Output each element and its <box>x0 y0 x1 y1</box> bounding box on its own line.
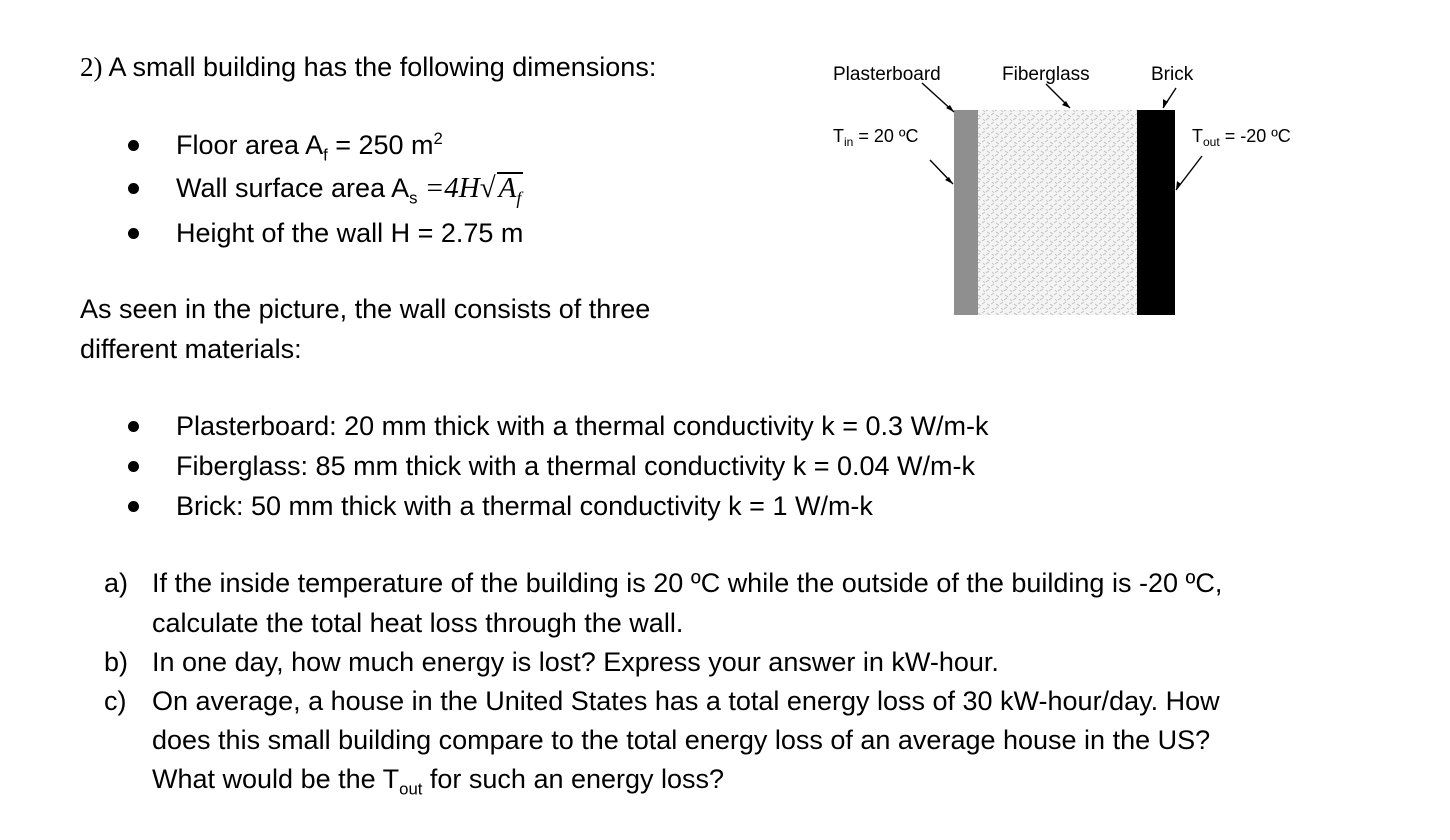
question-header <box>80 50 656 84</box>
material-item: Brick: 50 mm thick with a thermal conductivity k = 1 W/m-k <box>176 491 873 521</box>
bullet-dot <box>128 140 139 151</box>
sqrt-sign: √ <box>479 172 496 204</box>
part-b-letter: b) <box>104 647 129 677</box>
part-c-line3-prefix: What would be the T <box>152 764 400 794</box>
wall-area-eq: =4H <box>417 172 480 204</box>
part-a-line1: If the inside temperature of the building is 20 ºC while the outside of the building is -20 ºC, <box>152 568 1223 598</box>
wall-area-sub: s <box>409 188 418 208</box>
t-out-prefix: T <box>1192 126 1203 146</box>
t-in-prefix: T <box>833 126 844 146</box>
part-a-line2: calculate the total heat loss through the wall. <box>152 608 684 638</box>
height-item: Height of the wall H = 2.75 m <box>176 218 524 248</box>
part-a-letter: a) <box>104 568 129 598</box>
part-c-line2: does this small building compare to the total energy loss of an average house in the US? <box>152 725 1211 755</box>
wall-diagram <box>820 50 1320 340</box>
materials-intro-line2: different materials: <box>80 334 302 364</box>
sqrt-sub: f <box>516 187 522 208</box>
floor-area-value: = 250 m <box>327 130 434 160</box>
sqrt-radicand <box>497 172 524 208</box>
part-c-line3-sub: out <box>399 779 423 799</box>
material-item: Plasterboard: 20 mm thick with a thermal conductivity k = 0.3 W/m-k <box>176 411 989 441</box>
bullet-dot <box>128 461 139 472</box>
material-item: Fiberglass: 85 mm thick with a thermal conductivity k = 0.04 W/m-k <box>176 451 976 481</box>
t-out-label <box>1192 126 1291 149</box>
plasterboard-layer <box>954 110 978 315</box>
t-out-suffix: = -20 ºC <box>1219 126 1291 146</box>
floor-area-item <box>176 128 443 165</box>
t-in-sub: in <box>844 135 854 149</box>
question-intro: A small building has the following dimensions: <box>108 52 657 82</box>
floor-area-sup: 2 <box>433 129 443 148</box>
fiberglass-layer <box>978 110 1137 315</box>
part-c-letter: c) <box>104 686 127 716</box>
bullet-dot <box>128 501 139 512</box>
plasterboard-label: Plasterboard <box>833 64 941 85</box>
part-c-line1: On average, a house in the United States has a total energy loss of 30 kW-hour/day. How <box>152 686 1220 716</box>
question-number: 2) <box>80 52 103 82</box>
brick-layer <box>1137 110 1175 315</box>
materials-intro-line1: As seen in the picture, the wall consists of three <box>80 294 651 324</box>
floor-area-label: Floor area A <box>176 130 324 160</box>
bullet-dot <box>128 183 139 194</box>
part-b-line1: In one day, how much energy is lost? Express your answer in kW-hour. <box>152 647 999 677</box>
part-c-line3 <box>152 762 725 799</box>
bullet-dot <box>128 228 139 239</box>
t-in-label <box>833 126 918 149</box>
fiberglass-label: Fiberglass <box>1002 64 1090 85</box>
wall-area-item <box>176 171 523 208</box>
brick-label: Brick <box>1151 64 1194 85</box>
part-c-line3-suffix: for such an energy loss? <box>422 764 725 794</box>
floor-area-sub: f <box>323 145 328 165</box>
t-out-sub: out <box>1203 135 1220 149</box>
t-in-suffix: = 20 ºC <box>853 126 919 146</box>
sqrt-var: A <box>498 172 517 204</box>
wall-area-label: Wall surface area A <box>176 173 410 203</box>
bullet-dot <box>128 421 139 432</box>
